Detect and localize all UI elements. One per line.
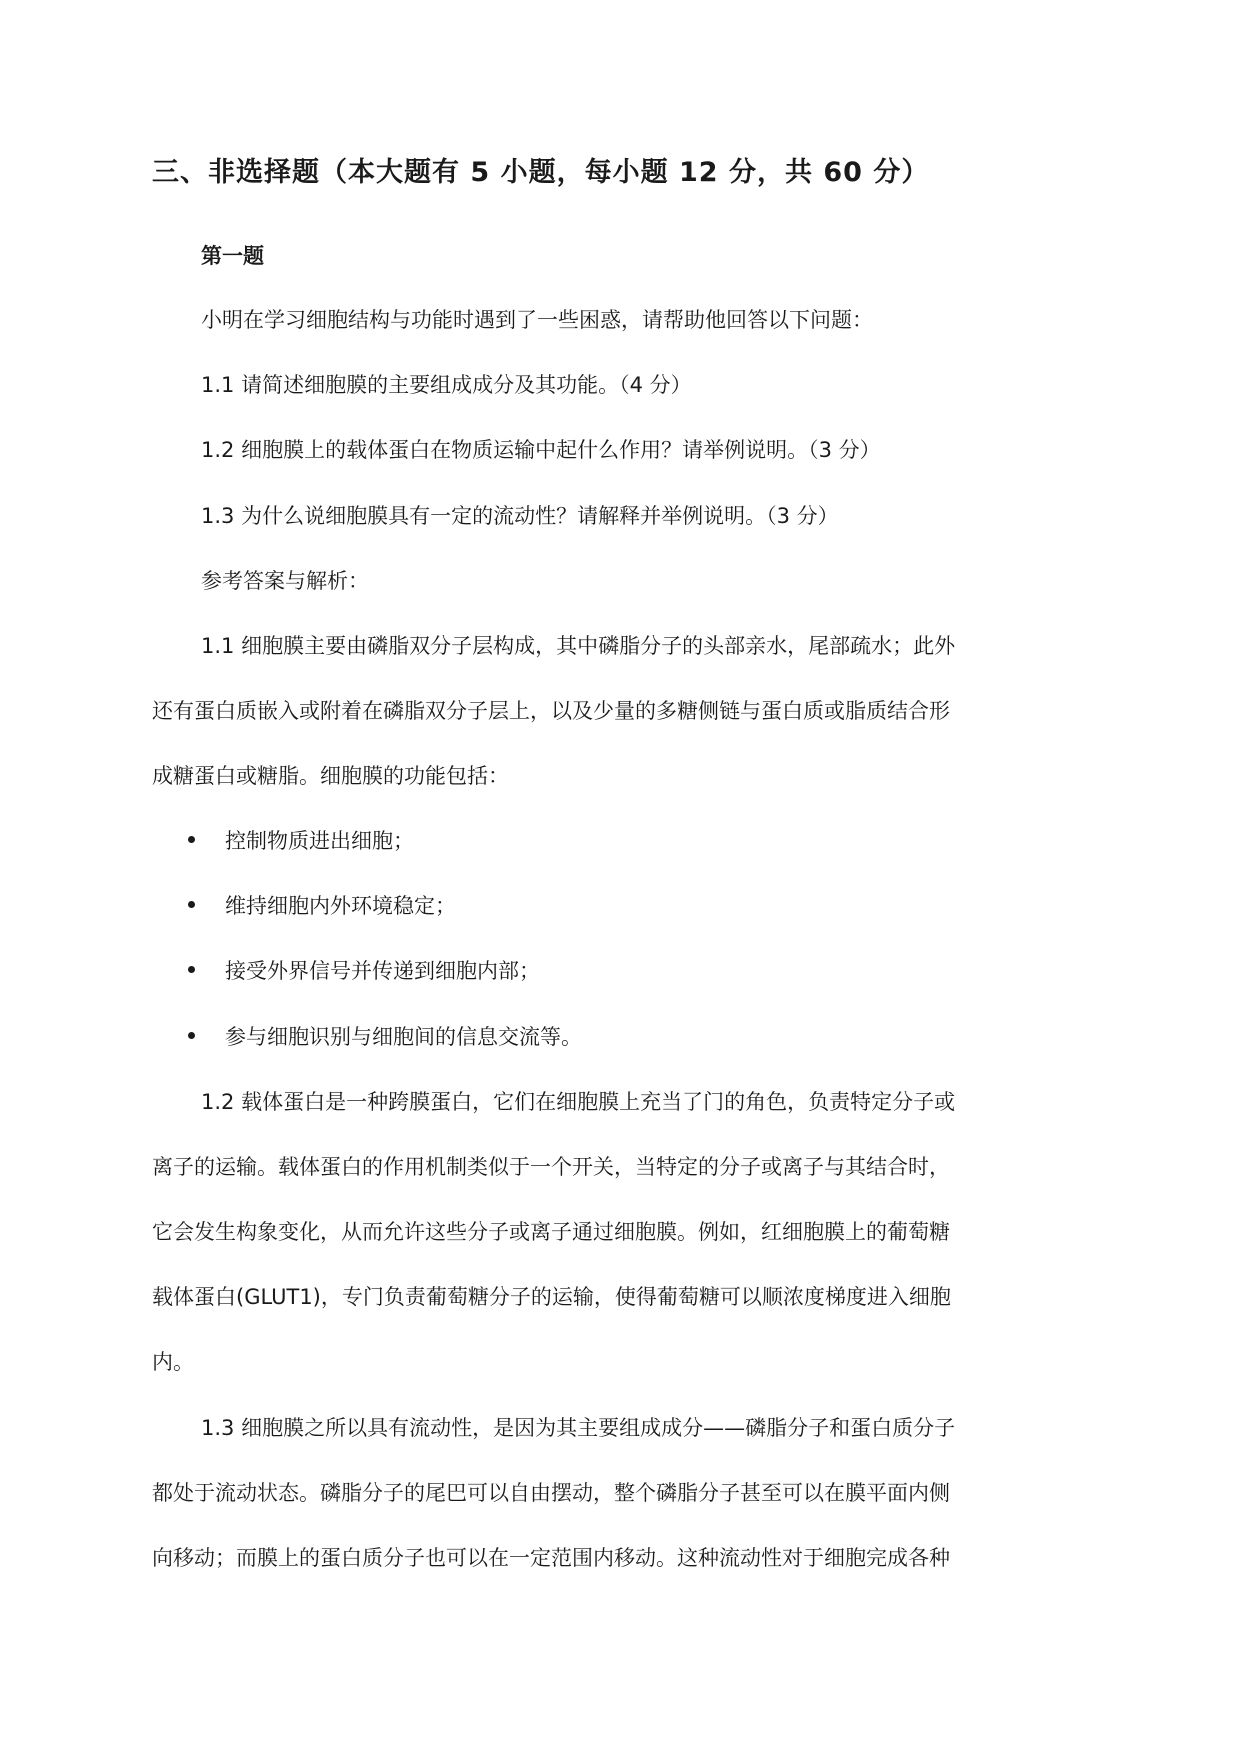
bullet-icon — [188, 1032, 195, 1039]
bullet-icon — [188, 966, 195, 973]
answer-1-1-line: 还有蛋白质嵌入或附着在磷脂双分子层上，以及少量的多糖侧链与蛋白质或脂质结合形 — [152, 699, 950, 723]
question-item-1-3: 1.3 为什么说细胞膜具有一定的流动性？请解释并举例说明。（3 分） — [201, 504, 839, 528]
answer-1-3-line: 1.3 细胞膜之所以具有流动性，是因为其主要组成成分——磷脂分子和蛋白质分子 — [201, 1416, 956, 1440]
answer-1-3-line: 都处于流动状态。磷脂分子的尾巴可以自由摆动，整个磷脂分子甚至可以在膜平面内侧 — [152, 1481, 950, 1505]
bullet-icon — [188, 901, 195, 908]
section-title: 三、非选择题（本大题有 5 小题，每小题 12 分，共 60 分） — [152, 157, 930, 188]
answer-1-2-line: 它会发生构象变化，从而允许这些分子或离子通过细胞膜。例如，红细胞膜上的葡萄糖 — [152, 1220, 950, 1244]
question-heading: 第一题 — [201, 244, 264, 268]
answer-1-2-line: 载体蛋白(GLUT1)，专门负责葡萄糖分子的运输，使得葡萄糖可以顺浓度梯度进入细胞 — [152, 1285, 951, 1309]
bullet-icon — [188, 836, 195, 843]
answer-heading: 参考答案与解析： — [201, 569, 369, 593]
list-item-text: 控制物质进出细胞； — [225, 829, 414, 853]
question-intro: 小明在学习细胞结构与功能时遇到了一些困惑，请帮助他回答以下问题： — [201, 308, 873, 332]
list-item-text: 参与细胞识别与细胞间的信息交流等。 — [225, 1025, 582, 1049]
question-item-1-1: 1.1 请简述细胞膜的主要组成成分及其功能。（4 分） — [201, 373, 692, 397]
answer-1-2-line: 离子的运输。载体蛋白的作用机制类似于一个开关，当特定的分子或离子与其结合时， — [152, 1155, 950, 1179]
answer-1-3-line: 向移动；而膜上的蛋白质分子也可以在一定范围内移动。这种流动性对于细胞完成各种 — [152, 1546, 950, 1570]
answer-1-2-line: 1.2 载体蛋白是一种跨膜蛋白，它们在细胞膜上充当了门的角色，负责特定分子或 — [201, 1090, 956, 1114]
answer-1-1-line: 1.1 细胞膜主要由磷脂双分子层构成，其中磷脂分子的头部亲水，尾部疏水；此外 — [201, 634, 956, 658]
answer-1-2-line: 内。 — [152, 1350, 194, 1374]
list-item-text: 维持细胞内外环境稳定； — [225, 894, 456, 918]
list-item-text: 接受外界信号并传递到细胞内部； — [225, 959, 540, 983]
question-item-1-2: 1.2 细胞膜上的载体蛋白在物质运输中起什么作用？请举例说明。（3 分） — [201, 438, 881, 462]
answer-1-1-line: 成糖蛋白或糖脂。细胞膜的功能包括： — [152, 764, 509, 788]
